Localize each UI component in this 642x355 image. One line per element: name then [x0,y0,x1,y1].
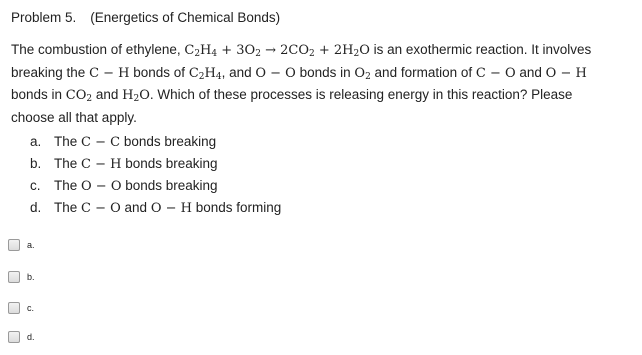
answer-checkbox-b[interactable] [8,271,20,283]
question-text-part: bonds of [129,64,189,80]
question-text-part: is an exothermic reaction. It involves breaking the [11,42,592,80]
choice-list [30,131,281,219]
formula-subscript: 2 [86,94,93,104]
answer-checkbox-d[interactable] [8,331,20,343]
ethylene-formula [189,66,222,81]
choice-text: bonds forming [191,200,282,215]
choice-bond: O − H [150,201,192,216]
formula-term: H [122,88,134,103]
choice-text: bonds breaking [121,178,218,193]
formula-term: O [139,88,150,103]
choice-text: and [120,200,151,215]
problem-topic: (Energetics of Chemical Bonds) [90,10,281,25]
problem-number: Problem 5. [11,10,77,25]
ch-bond: C − H [89,65,130,81]
question-intro: The combustion of ethylene, [11,42,185,57]
eq-subscript: 2 [255,49,261,59]
formula-term: CO [65,88,87,103]
choice-text: The [54,178,82,193]
formula-subscript: 2 [365,71,371,82]
question-text-part: and formation of [370,64,476,80]
choice-b [30,153,281,175]
question-text-part: and [515,64,546,80]
eq-subscript: 4 [211,49,218,59]
question-text-part: and [92,87,123,102]
eq-term: → 2CO [260,43,309,58]
eq-term: H [200,43,212,58]
oh-bond: O − H [545,65,587,81]
choice-d [30,197,281,219]
question-text-part: , and [221,64,256,80]
choice-bond: C − O [81,201,121,216]
answer-label: b. [27,272,35,282]
formula-subscript: 2 [133,94,140,104]
eq-subscript: 2 [194,49,201,59]
choice-bond: C − C [81,135,121,150]
answer-checkbox-c[interactable] [8,302,20,314]
formula-term: C [188,65,199,81]
question-text-part: bonds in [295,64,355,80]
eq-term: + 2H [314,43,354,58]
formula-subscript: 4 [215,71,222,82]
answer-checkbox-a[interactable] [8,239,20,251]
eq-term: O [359,43,370,58]
question-text-part: . Which of these processes is releasing energy in this reaction? Please choose all that apply. [11,87,573,125]
co2-formula [66,88,92,103]
choice-text: The [54,156,82,171]
choice-bond: C − H [81,157,122,172]
problem-title [11,10,280,25]
choice-text: The [54,134,82,149]
question-text [11,39,601,128]
choice-a [30,131,281,153]
question-text-part: bonds in [11,87,66,102]
choice-letter: b. [30,156,42,171]
answer-label: a. [27,240,35,250]
choice-c [30,175,281,197]
eq-term: C [184,43,195,58]
answer-label: d. [27,332,35,342]
formula-term: O [354,65,366,81]
reaction-equation [184,43,370,58]
choice-text: bonds breaking [120,134,217,149]
eq-subscript: 2 [309,49,315,59]
co-bond: C − O [475,65,516,81]
choice-bond: O − O [81,179,122,194]
choice-letter: a. [30,134,42,149]
oo-bond: O − O [255,65,296,81]
oxygen-formula [354,66,370,81]
choice-letter: d. [30,200,42,215]
eq-subscript: 2 [353,49,360,59]
answer-label: c. [27,303,35,313]
choice-text: bonds breaking [121,156,218,171]
eq-term: + 3O [217,43,256,58]
water-formula [122,88,150,103]
formula-term: H [204,65,216,81]
formula-subscript: 2 [198,71,205,82]
choice-text: The [54,200,82,215]
choice-letter: c. [30,178,41,193]
